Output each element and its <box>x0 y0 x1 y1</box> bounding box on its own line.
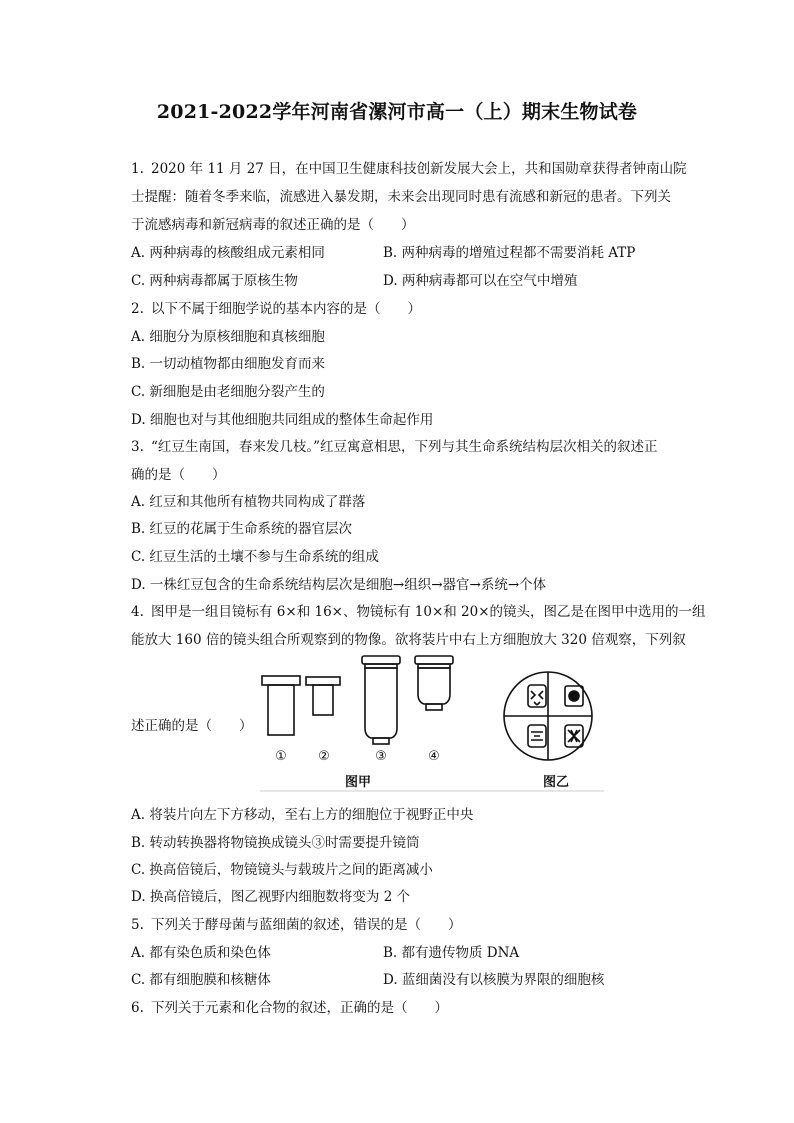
objective-lens-4 <box>415 656 453 710</box>
objective-lens-3 <box>362 656 400 744</box>
option-d: D. 一株红豆包含的生命系统结构层次是细胞→组织→器官→系统→个体 <box>131 577 547 593</box>
question-number: 1. <box>131 161 144 177</box>
option-d: D. 细胞也对与其他细胞共同组成的整体生命起作用 <box>131 412 434 428</box>
option-d: D. 换高倍镜后，图乙视野内细胞数将变为 2 个 <box>131 889 411 905</box>
question-stem: 下列关于酵母菌与蓝细菌的叙述，错误的是（ ） <box>151 917 462 933</box>
question-stem: 能放大 160 倍的镜头组合所观察到的物像。欲将装片中右上方细胞放大 320 倍观察，下列叙 <box>131 632 686 648</box>
label-2: ② <box>318 749 330 764</box>
field-of-view <box>504 672 592 760</box>
option-a: A. 都有染色质和染色体 <box>131 945 271 961</box>
page-title: 2021-2022学年河南省漯河市高一（上）期末生物试卷 <box>156 101 638 123</box>
option-c: C. 两种病毒都属于原核生物 <box>131 273 298 289</box>
option-b: B. 一切动植物都由细胞发育而来 <box>131 356 326 372</box>
option-c: C. 新细胞是由老细胞分裂产生的 <box>131 384 325 400</box>
question-stem: 图甲是一组目镜标有 6×和 16×、物镜标有 10×和 20×的镜头，图乙是在图甲中选用的一组 <box>151 604 706 620</box>
option-b: B. 都有遗传物质 DNA <box>383 945 520 961</box>
question-number: 6. <box>131 1000 144 1016</box>
figure-jia-caption: 图甲 <box>344 775 372 790</box>
microscope-figure <box>258 652 608 794</box>
label-3: ③ <box>375 749 387 764</box>
option-c: C. 换高倍镜后，物镜镜头与载玻片之间的距离减小 <box>131 862 433 878</box>
question-stem: “红豆生南国，春来发几枝。”红豆寓意相思，下列与其生命系统结构层次相关的叙述正 <box>151 439 658 455</box>
option-a: A. 两种病毒的核酸组成元素相同 <box>131 245 325 261</box>
question-stem: 下列关于元素和化合物的叙述，正确的是（ ） <box>151 1000 448 1016</box>
question-stem: 以下不属于细胞学说的基本内容的是（ ） <box>151 301 421 317</box>
eyepiece-lens-1 <box>262 676 300 735</box>
label-4: ④ <box>428 749 440 764</box>
question-stem: 述正确的是（ ） <box>131 718 253 734</box>
question-stem: 士提醒：随着冬季来临，流感进入暴发期，未来会出现同时患有流感和新冠的患者。下列关 <box>131 189 671 205</box>
question-stem: 确的是（ ） <box>131 467 226 483</box>
question-number: 2. <box>131 301 144 317</box>
option-a: A. 细胞分为原核细胞和真核细胞 <box>131 329 325 345</box>
figure-yi-caption: 图乙 <box>542 775 570 790</box>
question-stem: 于流感病毒和新冠病毒的叙述正确的是（ ） <box>131 217 415 233</box>
option-a: A. 将装片向左下方移动，至右上方的细胞位于视野正中央 <box>131 807 474 823</box>
question-number: 4. <box>131 604 144 620</box>
option-b: B. 两种病毒的增殖过程都不需要消耗 ATP <box>383 245 636 261</box>
question-number: 3. <box>131 439 144 455</box>
option-d: D. 蓝细菌没有以核膜为界限的细胞核 <box>383 972 605 988</box>
eyepiece-lens-2 <box>306 677 340 715</box>
option-d: D. 两种病毒都可以在空气中增殖 <box>383 273 578 289</box>
question-stem: 2020 年 11 月 27 日，在中国卫生健康科技创新发展大会上，共和国勋章获得者钟南山院 <box>151 161 687 177</box>
option-b: B. 红豆的花属于生命系统的器官层次 <box>131 521 353 537</box>
option-b: B. 转动转换器将物镜换成镜头③时需要提升镜筒 <box>131 835 420 851</box>
question-number: 5. <box>131 917 144 933</box>
label-1: ① <box>275 749 287 764</box>
option-c: C. 红豆生活的土壤不参与生命系统的组成 <box>131 549 379 565</box>
option-c: C. 都有细胞膜和核糖体 <box>131 972 271 988</box>
option-a: A. 红豆和其他所有植物共同构成了群落 <box>131 494 366 510</box>
